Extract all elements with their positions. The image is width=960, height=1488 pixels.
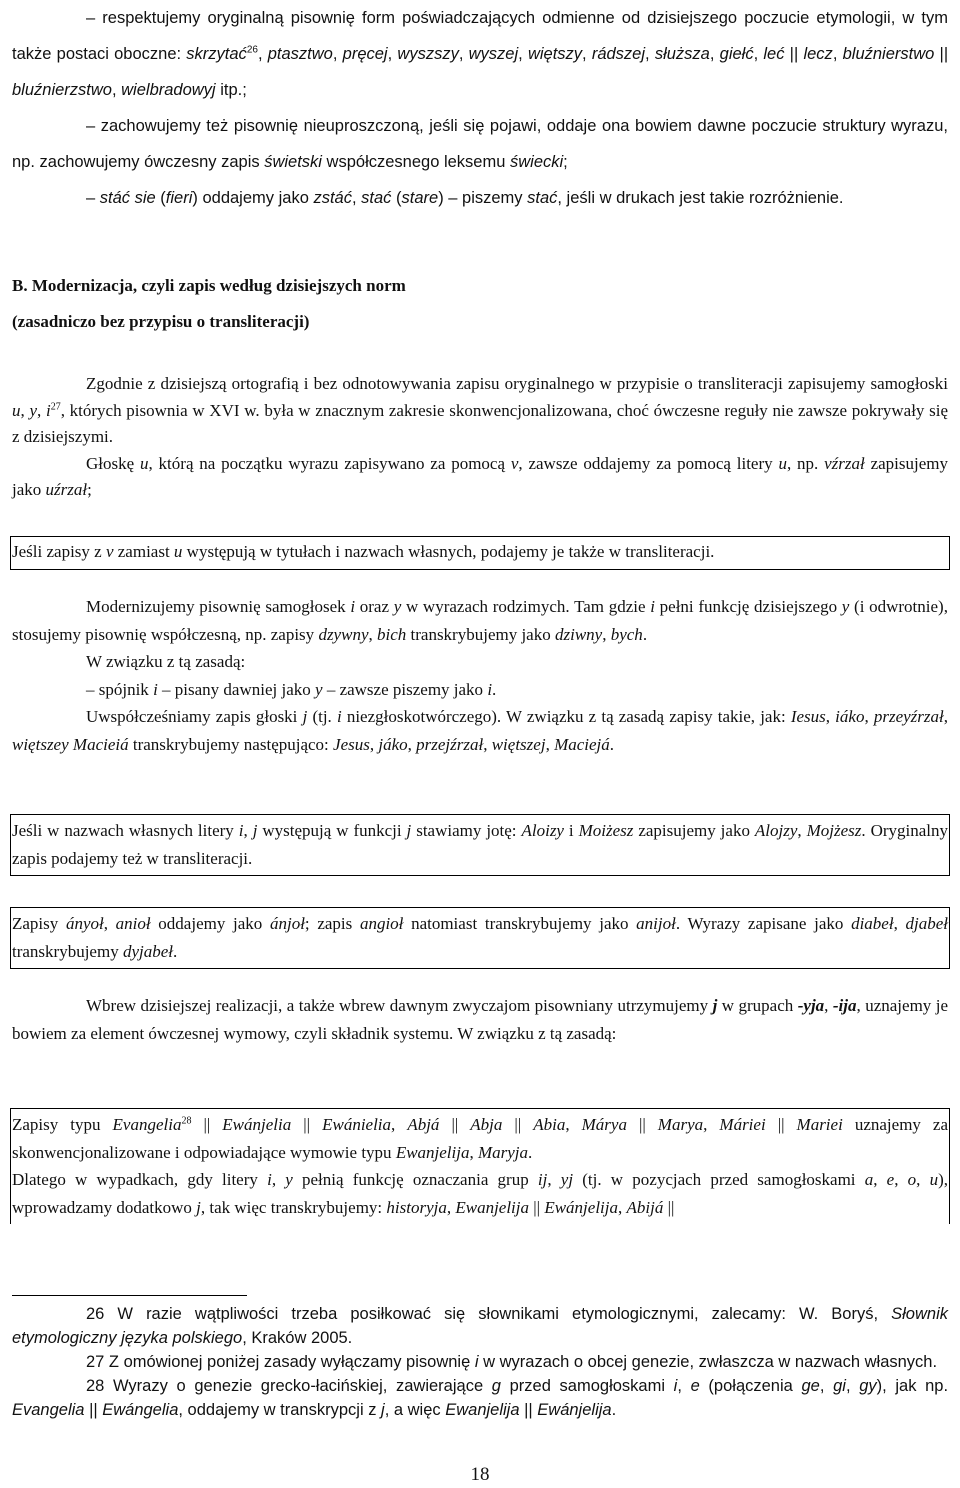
note-box-v-u	[10, 536, 950, 570]
paragraph-orthography: Zgodnie z dzisiejszą ortografią i bez odnotowywania zapisu oryginalnego w przypisie o transliteracji zapisujemy samogłoski u, y, $i^{27}$, których pisownia w XVI w. była w znacznym zakresie skonwencjonalizowana, choć ówczesne reguły nie zawsze pokrywały się z dzisiejszymi.	[12, 374, 949, 446]
footnote-28: 28 Wyrazy o genezie grecko-łacińskiej, zawierające g przed samogłoskami i, e (połączenia ge, gi, gy), jak np. Evangelia || Ewángelia, oddajemy w transkrypcji z j, a więc Ewanjelija || Ewánjelija.	[12, 1377, 949, 1419]
paragraph-yja-ija: Wbrew dzisiejszej realizacji, a także wbrew dawnym zwyczajom pisowniany utrzymujemy j w grupach -yja, -ija, uznajemy je bowiem za element ówczesnej wymowy, czyli składnik systemu. W związku z tą zasadą:	[12, 996, 949, 1043]
paragraph-group-1	[12, 371, 948, 504]
list-item-unsimplified: – zachowujemy też pisownię nieuproszczoną, jeśli się pojawi, oddaje ona bowiem dawne poczucie struktury wyrazu, np. zachowujemy ówczesny zapis świetski współczesnego leksemu świecki;	[12, 117, 948, 171]
section-heading-title: B. Modernizacja, czyli zapis według dzisiejszych norm	[12, 276, 406, 295]
paragraph-group-2	[12, 593, 948, 758]
list-item-stac: – stáć sie (fieri) oddajemy jako zstáć, stać (stare) – piszemy stać, jeśli w drukach jest takie rozróżnienie.	[86, 189, 844, 207]
section-heading	[12, 268, 948, 340]
paragraph-glos-j: Uwspółcześniamy zapis głoski j (tj. i niezgłoskotwórczego). W związku z tą zasadą zapisy takie, jak: Iesus, iáko, przeyźrzał, więtszey Macieiá transkrybujemy następująco: Jesus, jáko, przejźrzał, więtszej, Maciejá.	[12, 707, 948, 754]
note-box-aniol	[10, 907, 950, 969]
footnotes	[12, 1302, 948, 1422]
list-item-etymology: – respektujemy oryginalną pisownię form poświadczających odmienne od dzisiejszego poczucie etymologii, w tym także postaci oboczne: skrzytać$^{26}$, ptasztwo, pręcej, wyszszy, wyszej, więtszy, rádszej, służsza, giełć, leć || lecz, bluźnierstwo || bluźnierzstwo, wielbradowyj itp.;	[12, 9, 949, 99]
note-box-evangelia	[10, 1108, 950, 1224]
note-box-aniol-text: Zapisy ányoł, anioł oddajemy jako ánjoł; zapis angioł natomiast transkrybujemy jako anijoł. Wyrazy zapisane jako diabeł, djabeł transkrybujemy dyjabeł.	[12, 914, 949, 961]
paragraph-zasada: W związku z tą zasadą:	[86, 652, 246, 671]
note-box-evangelia-text: Zapisy typu Evangelia$^{28}$ || Ewánjelia || Ewánielia, Abjá || Abja || Abia, Márya || Marya, Máriei || Mariei uznajemy za skonwencjonalizowane i odpowiadające wymowie typu Ewanjelija, Maryja. Dlatego w wypadkach, gdy litery i, y pełnią funkcję oznaczania grup ij, yj (tj. w pozycjach przed samogłoskami a, e, o, u), wprowadzamy dodatkowo j, tak więc transkrybujemy: historyja, Ewanjelija || Ewánjelija, Abijá ||	[12, 1115, 949, 1217]
note-box-proper-names-text: Jeśli w nazwach własnych litery i, j występują w funkcji j stawiamy jotę: Aloizy i Moiżesz zapisujemy jako Alojzy, Mojżesz. Oryginalny zapis podajemy też w transliteracji.	[12, 821, 948, 868]
section-heading-subtitle: (zasadniczo bez przypisu o transliteracji)	[12, 312, 310, 331]
footnote-27: 27 Z omówionej poniżej zasady wyłączamy pisownię i w wyrazach o obcej genezie, zwłaszcza w nazwach własnych.	[86, 1353, 938, 1371]
paragraph-u-v: Głoskę u, którą na początku wyrazu zapisywano za pomocą v, zawsze oddajemy za pomocą litery u, np. vźrzał zapisujemy jako uźrzał;	[12, 453, 948, 499]
paragraph-group-3	[12, 992, 948, 1047]
paragraph-spojnik: – spójnik i – pisany dawniej jako y – zawsze piszemy jako i.	[86, 679, 497, 699]
rules-list	[12, 0, 948, 216]
paragraph-i-y: Modernizujemy pisownię samogłosek i oraz y w wyrazach rodzimych. Tam gdzie i pełni funkcję dzisiejszego y (i odwrotnie), stosujemy pisownię współczesną, np. zapisy dzywny, bich transkrybujemy jako dziwny, bych.	[12, 597, 948, 644]
footnote-rule	[12, 1295, 247, 1296]
page-number: 18	[470, 1464, 490, 1485]
note-box-v-u-text: Jeśli zapisy z v zamiast u występują w tytułach i nazwach własnych, podajemy je także w transliteracji.	[12, 542, 715, 561]
note-box-proper-names	[10, 814, 950, 876]
footnote-26: 26 W razie wątpliwości trzeba posiłkować się słownikami etymologicznymi, zalecamy: W. Boryś, Słownik etymologiczny języka polskiego, Kraków 2005.	[12, 1305, 948, 1347]
